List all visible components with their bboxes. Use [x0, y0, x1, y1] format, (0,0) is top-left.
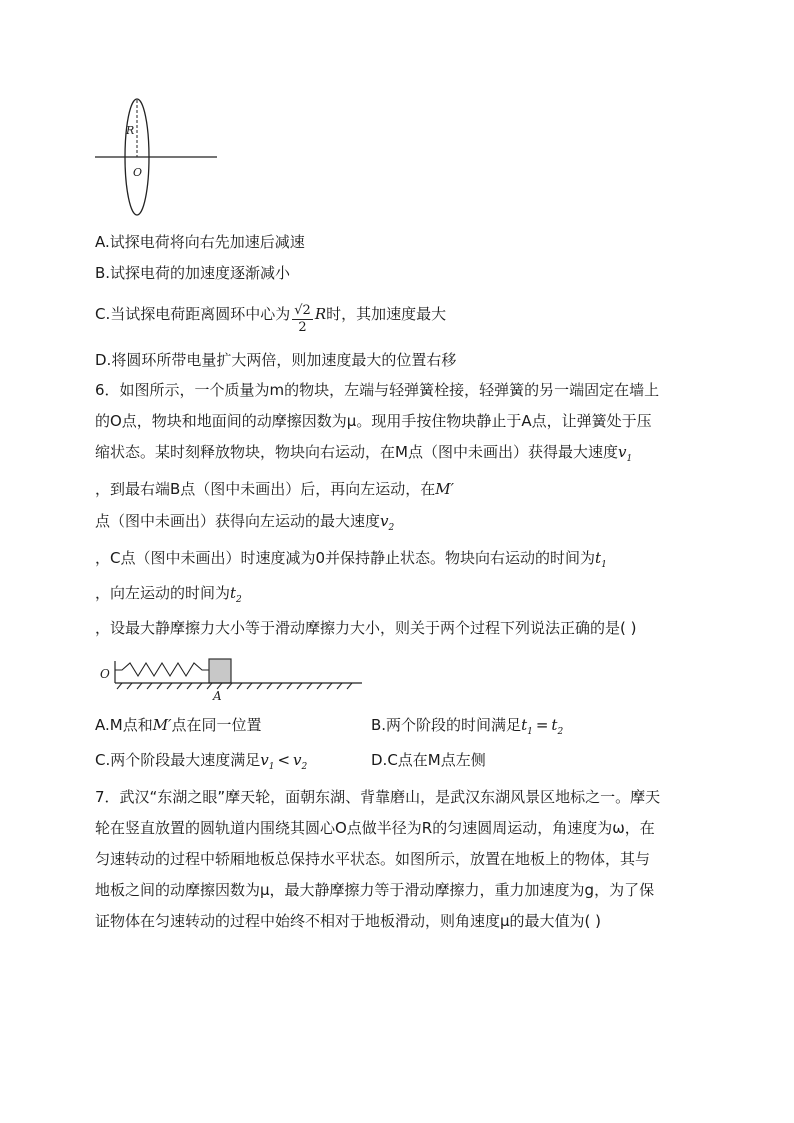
q7-stem-line-1: 7．武汉“东湖之眼”摩天轮，面朝东湖、背靠磨山，是武汉东湖风景区地标之一。摩天 [95, 788, 661, 806]
var-t2: $t_2$ [230, 584, 242, 605]
label-O-wall: O [100, 667, 110, 681]
spring-zigzag [115, 663, 209, 676]
q6-stem-line-5-text: 点（图中未画出）获得向左运动的最大速度 [95, 512, 381, 530]
q6-stem-line-3-text: 缩状态。某时刻释放物块，物块向右运动，在M点（图中未画出）获得最大速度 [95, 443, 618, 461]
q7-stem-line-3: 匀速转动的过程中轿厢地板总保持水平状态。如图所示，放置在地板上的物体，其与 [95, 850, 651, 868]
q6-option-b-t1: $t_1$ [521, 716, 533, 737]
q5-option-a: A.试探电荷将向右先加速后减速 [95, 233, 305, 251]
q6-stem-line-6-text: ，C点（图中未画出）时速度减为0并保持静止状态。物块向右运动的时间为 [95, 549, 596, 567]
ground-hatching [117, 683, 352, 689]
q6-option-a-pre: A.M点和 [95, 716, 153, 734]
q5-option-d: D.将圆环所带电量扩大两倍，则加速度最大的位置右移 [95, 351, 457, 369]
label-R: R [126, 124, 135, 137]
fraction-denominator: 2 [298, 320, 307, 335]
q6-option-c-v1: $v_1$ [260, 751, 275, 772]
sqrt2-over-2-fraction [292, 303, 313, 336]
q6-stem-line-1: 6．如图所示，一个质量为m的物块，左端与轻弹簧栓接，轻弹簧的另一端固定在墙上 [95, 381, 660, 399]
label-O: O [133, 166, 143, 179]
var-v1: $v_1$ [617, 443, 633, 464]
q6-option-c-pre: C.两个阶段最大速度满足 [95, 751, 261, 769]
q5-option-c [95, 303, 446, 336]
q6-stem-line-2: 的O点，物块和地面间的动摩擦因数为μ。现用手按住物块静止于A点，让弹簧处于压 [95, 412, 652, 430]
var-v2: $v_2$ [380, 512, 395, 533]
block [209, 659, 231, 683]
q6-stem-line-7-text: ，向左运动的时间为 [95, 584, 231, 602]
ring-figure [95, 96, 220, 218]
q6-option-c [95, 750, 307, 777]
var-Mprime: M′ [435, 480, 455, 498]
q6-option-c-lt: < [277, 751, 291, 769]
q6-stem-line-5 [95, 511, 394, 538]
q6-stem-line-4 [95, 479, 454, 499]
q6-option-a-Mprime: M′ [152, 716, 172, 734]
var-t1: $t_1$ [595, 549, 607, 570]
spring-block-figure [100, 652, 365, 702]
q6-stem-line-8: ，设最大静摩擦力大小等于滑动摩擦力大小，则关于两个过程下列说法正确的是( ) [95, 619, 637, 637]
q5-option-c-post: 时，其加速度最大 [326, 305, 447, 323]
q6-option-b-eq: = [535, 716, 549, 734]
q6-option-d: D.C点在M点左侧 [371, 751, 486, 769]
q6-option-b-t2: $t_2$ [551, 716, 564, 737]
label-A: A [213, 689, 222, 703]
q5-option-c-pre: C.当试探电荷距离圆环中心为 [95, 305, 291, 323]
q6-option-a-post: 点在同一位置 [171, 716, 262, 734]
q6-option-a [95, 715, 262, 735]
q5-var-R: R [314, 305, 327, 323]
q6-stem-line-3 [95, 442, 632, 469]
q6-stem-line-7 [95, 583, 242, 610]
q7-stem-line-4: 地板之间的动摩擦因数为μ，最大静摩擦力等于滑动摩擦力，重力加速度为g，为了保 [95, 881, 655, 899]
q6-option-b-pre: B.两个阶段的时间满足 [371, 716, 522, 734]
q6-option-c-v2: $v_2$ [293, 751, 308, 772]
q6-option-b [371, 715, 563, 742]
q5-option-b: B.试探电荷的加速度逐渐减小 [95, 264, 291, 282]
q7-stem-line-2: 轮在竖直放置的圆轨道内围绕其圆心O点做半径为R的匀速圆周运动，角速度为ω，在 [95, 819, 655, 837]
q6-stem-line-4-text: ，到最右端B点（图中未画出）后，再向左运动，在 [95, 480, 436, 498]
q7-stem-line-5: 证物体在匀速转动的过程中始终不相对于地板滑动，则角速度μ的最大值为( ) [95, 912, 602, 930]
q6-stem-line-6 [95, 548, 607, 575]
fraction-numerator: √2 [294, 303, 311, 318]
